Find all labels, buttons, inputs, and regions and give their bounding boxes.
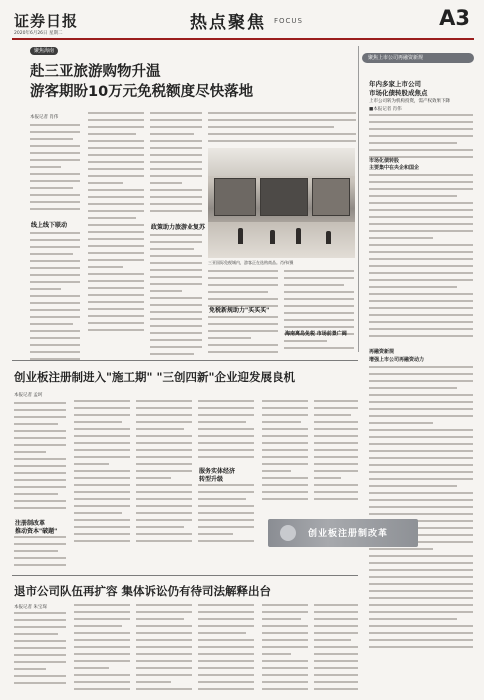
bottom-byline: 本报记者 朱宝琛 (14, 605, 47, 610)
top-column-2 (88, 112, 144, 336)
sidebar-subtitle: 上市公司转为机构投资，需产权效果下降 (369, 99, 450, 104)
bottom-column-2 (74, 604, 130, 695)
mall-photo (208, 148, 355, 258)
sidebar-tag: 聚焦上市公司再融资新规 (362, 53, 474, 63)
top-column-1b (30, 232, 80, 365)
middle-column-1 (14, 402, 66, 514)
story-tag: 聚焦海南 (30, 47, 58, 55)
top-subhead-1: 线上线下联动 (31, 222, 68, 229)
bottom-column-1 (14, 612, 66, 689)
section-title: 热点聚焦 (190, 13, 266, 33)
sidebar-minihead-4: 增强上市公司再融资动力 (369, 357, 425, 363)
sidebar-text-2 (369, 174, 473, 342)
top-column-5b (208, 316, 278, 358)
top-column-4 (208, 112, 356, 147)
middle-column-2 (74, 400, 130, 547)
middle-headline: 创业板注册制进入"施工期" "三创四新"企业迎发展良机 (14, 370, 295, 384)
sidebar-minihead-1: 市场化债转股 (369, 158, 400, 164)
top-headline-line2: 游客期盼10万元免税额度尽快落地 (30, 84, 254, 100)
sidebar-byline: ■本报记者 肖伟 (369, 107, 402, 112)
middle-column-3 (136, 400, 192, 547)
top-column-6 (284, 270, 354, 354)
top-headline-line1: 赴三亚旅游购物升温 (30, 64, 161, 80)
date-line: 2020年6月26日 星期二 (14, 31, 63, 36)
bottom-column-3 (136, 604, 192, 695)
bottom-column-4 (198, 604, 254, 695)
top-column-3 (150, 112, 202, 217)
middle-column-5 (262, 400, 308, 505)
banner-logo-icon (280, 525, 296, 541)
middle-column-1b (14, 536, 66, 571)
middle-byline: 本报记者 孟珂 (14, 393, 43, 398)
middle-subhead-2: 推动资本"破题" (15, 528, 58, 535)
banner-text: 创业板注册制改革 (308, 529, 389, 539)
bottom-headline: 退市公司队伍再扩容 集体诉讼仍有待司法解释出台 (14, 584, 272, 598)
top-column-1 (30, 124, 80, 215)
divider-bottom (12, 575, 358, 576)
divider-middle (12, 360, 358, 361)
bottom-column-5 (262, 604, 308, 695)
middle-subhead-1: 注册制改革 (15, 520, 46, 527)
sidebar-divider (358, 46, 359, 352)
sidebar-kicker: 年内多家上市公司 (369, 80, 421, 88)
top-headline (30, 62, 370, 102)
top-subhead-4: 海南离岛免税 市场前景广阔 (285, 331, 347, 337)
sidebar-minihead-2: 主要集中在央企和国企 (369, 165, 420, 171)
top-byline: 本报记者 肖伟 (30, 115, 59, 120)
sidebar-text-1 (369, 114, 473, 163)
masthead (12, 4, 474, 40)
bottom-column-6 (314, 604, 358, 695)
paper-name: 证券日报 (14, 12, 79, 30)
sidebar-minihead-3: 再融资新规 (369, 349, 395, 355)
middle-column-6 (314, 400, 358, 505)
sidebar-title: 市场化债转股成焦点 (369, 89, 428, 97)
top-subhead-2: 政策助力旅游业复苏 (151, 224, 206, 231)
top-column-3b (150, 234, 202, 360)
page-number: A3 (439, 6, 470, 30)
sidebar-text-3 (369, 366, 473, 653)
section-english: FOCUS (274, 17, 303, 25)
middle-column-4b (198, 484, 254, 547)
top-subhead-3: 免税新规助力"买买买" (209, 307, 270, 314)
photo-caption: 三亚国际免税城内，游客正在选购商品。肖伟/摄 (208, 260, 294, 265)
middle-subhead-4: 转型升级 (199, 476, 224, 483)
middle-subhead-3: 服务实体经济 (199, 468, 236, 475)
middle-column-4 (198, 400, 254, 463)
registration-banner (268, 519, 418, 547)
